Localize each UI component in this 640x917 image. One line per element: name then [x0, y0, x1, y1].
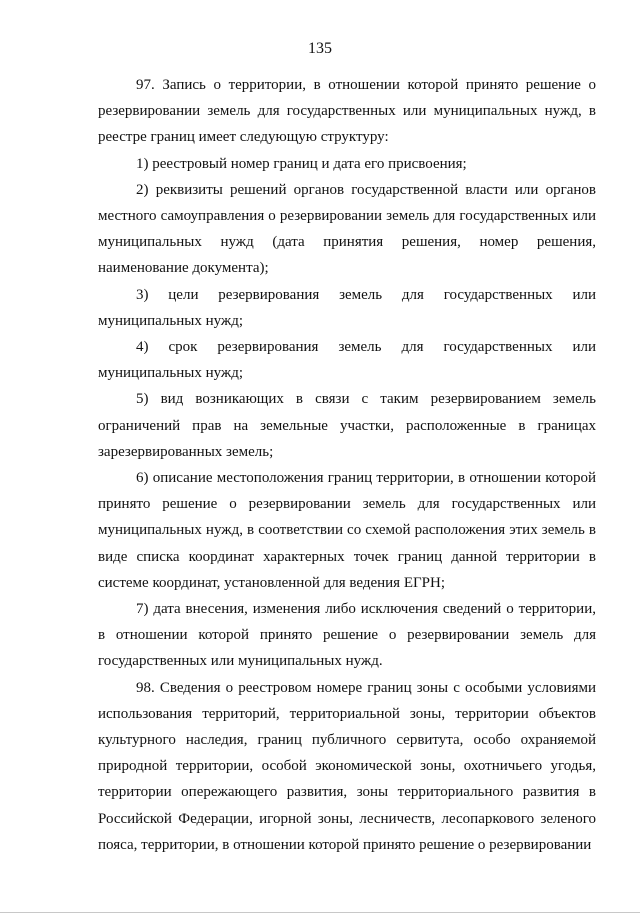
- list-item-4: 4) срок резервирования земель для государственных или муниципальных нужд;: [98, 339, 596, 382]
- list-item-6: 6) описание местоположения границ территории, в отношении которой принято решение о резервировании земель для государственных или муниципальных нужд, в соответствии со схемой расположения этих земель в виде списка координат характерных точек границ данной территории в системе координат, установленной для ведения ЕГРН;: [98, 470, 596, 591]
- document-body: [98, 72, 596, 858]
- list-item-1: 1) реестровый номер границ и дата его присвоения;: [136, 155, 467, 172]
- list-item-7: 7) дата внесения, изменения либо исключения сведений о территории, в отношении которой принято решение о резервировании земель для государственных или муниципальных нужд.: [98, 601, 596, 670]
- list-item-3: 3) цели резервирования земель для государственных или муниципальных нужд;: [98, 286, 596, 329]
- list-item-2: 2) реквизиты решений органов государственной власти или органов местного самоуправления о резервировании земель для государственных или муниципальных нужд (дата принятия решения, номер решения, наименование документа);: [98, 181, 596, 277]
- list-item-5: 5) вид возникающих в связи с таким резервированием земель ограничений прав на земельные участки, расположенные в границах зарезервированных земель;: [98, 391, 596, 460]
- page-number: 135: [308, 40, 332, 57]
- paragraph-97: 97. Запись о территории, в отношении которой принято решение о резервировании земель для государственных или муниципальных нужд, в реестре границ имеет следующую структуру:: [98, 77, 596, 146]
- paragraph-98: 98. Сведения о реестровом номере границ зоны с особыми условиями использования территорий, территориальной зоны, территории объектов культурного наследия, границ публичного сервитута, особо охраняемой природной территории, особой экономической зоны, охотничьего угодья, территории опережающего развития, зоны территориального развития в Российской Федерации, игорной зоны, лесничеств, лесопаркового зеленого пояса, территории, в отношении которой принято решение о резервировании: [98, 679, 596, 853]
- scan-edge-divider: [0, 912, 640, 913]
